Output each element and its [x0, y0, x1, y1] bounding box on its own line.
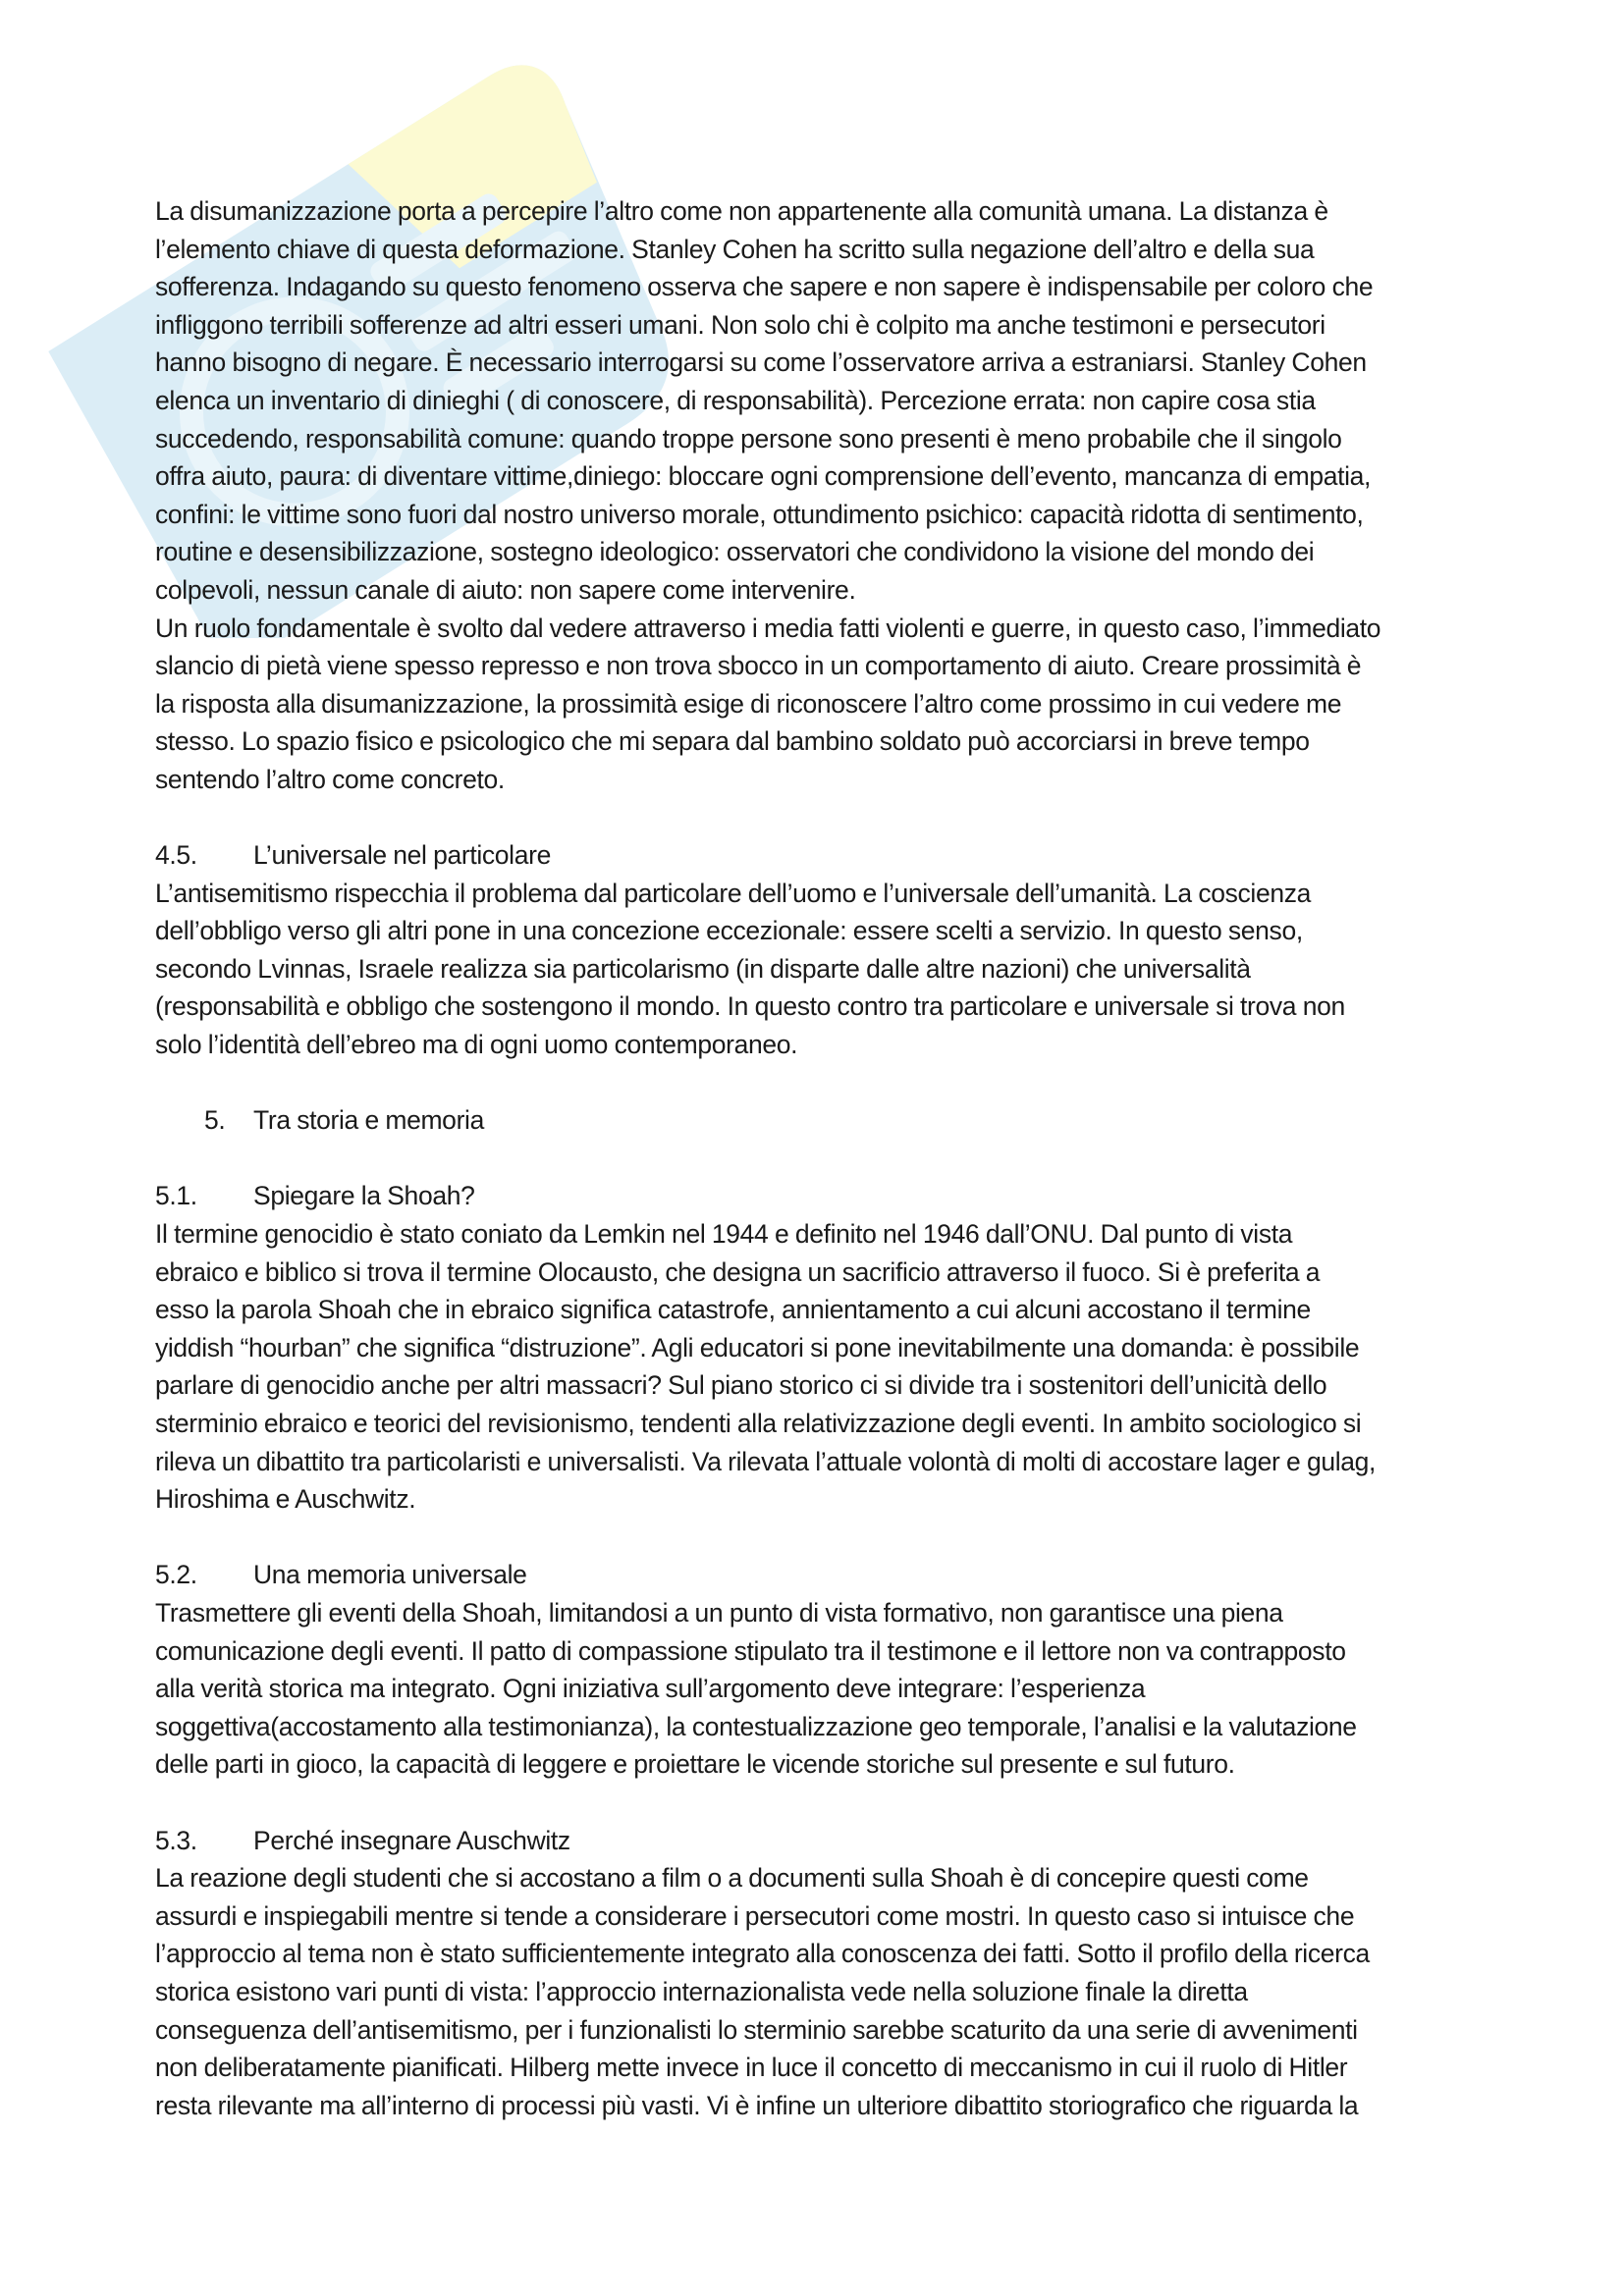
section-number: 5.2. [155, 1560, 197, 1590]
section-number: 5.1. [155, 1181, 197, 1211]
section-title: L’universale nel particolare [253, 840, 551, 871]
paragraph-media-prossimita: Un ruolo fondamentale è svolto dal vedere attraverso i media fatti violenti e guerre, in questo caso, l’immediato slancio di pietà viene spesso represso e non trova sbocco in un comportamento di aiuto. Creare prossimità è la risposta alla disumanizzazione, la prossimità esige di riconoscere l’altro come prossimo in cui vedere me stesso. Lo spazio fisico e psicologico che mi separa dal bambino soldato può accorciarsi in breve tempo sentendo l’altro come concreto. [155, 613, 1381, 794]
chapter-title: Tra storia e memoria [253, 1105, 484, 1136]
section-title: Una memoria universale [253, 1560, 527, 1590]
paragraph-spacer [155, 799, 1479, 837]
section-heading-5-2 [155, 1556, 1479, 1594]
paragraph-disumanizzazione: La disumanizzazione porta a percepire l’altro come non appartenente alla comunità umana. La distanza è l’elemento chiave di questa deformazione. Stanley Cohen ha scritto sulla negazione dell’altro e della sua sofferenza. Indagando su questo fenomeno osserva che sapere e non sapere è indispensabile per coloro che infliggono terribili sofferenze ad altri esseri umani. Non solo chi è colpito ma anche testimoni e persecutori hanno bisogno di negare. È necessario interrogarsi su come l’osservatore arriva a estraniarsi. Stanley Cohen elenca un inventario di dinieghi ( di conoscere, di responsabilità). Percezione errata: non capire cosa stia succedendo, responsabilità comune: quando troppe persone sono presenti è meno probabile che il singolo offra aiuto, paura: di diventare vittime,diniego: bloccare ogni comprensione dell’evento, mancanza di empatia, confini: le vittime sono fuori dal nostro universo morale, ottundimento psichico: capacità ridotta di sentimento, routine e desensibilizzazione, sostegno ideologico: osservatori che condividono la visione del mondo dei colpevoli, nessun canale di aiuto: non sapere come intervenire. [155, 196, 1374, 605]
section-title: Perché insegnare Auschwitz [253, 1825, 570, 1855]
paragraph-genocidio: Il termine genocidio è stato coniato da Lemkin nel 1944 e definito nel 1946 dall’ONU. Dal punto di vista ebraico e biblico si trova il termine Olocausto, che designa un sacrificio attraverso il fuoco. Si è preferita a esso la parola Shoah che in ebraico significa catastrofe, annientamento a cui alcuni accostano il termine yiddish “hourban” che significa “distruzione”. Agli educatori si pone inevitabilmente una domanda: è possibile parlare di genocidio anche per altri massacri? Sul piano storico ci si divide tra i sostenitori dell’unicità dello sterminio ebraico e teorici del revisionismo, tendenti alla relativizzazione degli eventi. In ambito sociologico si rileva un dibattito tra particolaristi e universalisti. Va rilevata l’attuale volontà di molti di accostare lager e gulag, Hiroshima e Auschwitz. [155, 1219, 1377, 1515]
paragraph-antisemitismo: L’antisemitismo rispecchia il problema dal particolare dell’uomo e l’universale dell’umanità. La coscienza dell’obbligo verso gli altri pone in una concezione eccezionale: essere scelti a servizio. In questo senso, secondo Lvinnas, Israele realizza sia particolarismo (in disparte dalle altre nazioni) che universalità (responsabilità e obbligo che sostengono il mondo. In questo contro tra particolare e universale si trova non solo l’identità dell’ebreo ma di ogni uomo contemporaneo. [155, 878, 1345, 1060]
section-heading-5-1 [155, 1177, 1479, 1215]
chapter-number: 5. [204, 1105, 226, 1136]
section-title: Spiegare la Shoah? [253, 1181, 475, 1211]
paragraph-spacer [155, 1784, 1479, 1822]
paragraph-spacer [155, 1064, 1479, 1102]
section-heading-4-5 [155, 836, 1479, 875]
paragraph-insegnare-auschwitz: La reazione degli studenti che si accostano a film o a documenti sulla Shoah è di concepire questi come assurdi e inspiegabili mentre si tende a considerare i persecutori come mostri. In questo caso si intuisce che l’approccio al tema non è stato sufficientemente integrato alla conoscenza dei fatti. Sotto il profilo della ricerca storica esistono vari punti di vista: l’approccio internazionalista vede nella soluzione finale la diretta conseguenza dell’antisemitismo, per i funzionalisti lo sterminio sarebbe scaturito da una serie di avvenimenti non deliberatamente pianificati. Hilberg mette invece in luce il concetto di meccanismo in cui il ruolo di Hitler resta rilevante ma all’interno di processi più vasti. Vi è infine un ulteriore dibattito storiografico che riguarda la [155, 1863, 1370, 2120]
paragraph-memoria-universale: Trasmettere gli eventi della Shoah, limitandosi a un punto di vista formativo, non garantisce una piena comunicazione degli eventi. Il patto di compassione stipulato tra il testimone e il lettore non va contrapposto alla verità storica ma integrato. Ogni iniziativa sull’argomento deve integrare: l’esperienza soggettiva(accostamento alla testimonianza), la contestualizzazione geo temporale, l’analisi e la valutazione delle parti in gioco, la capacità di leggere e proiettare le vicende storiche sul presente e sul futuro. [155, 1597, 1357, 1780]
paragraph-spacer [155, 1140, 1479, 1178]
chapter-heading-5 [155, 1101, 1479, 1140]
paragraph-spacer [155, 1519, 1479, 1557]
section-number: 5.3. [155, 1825, 197, 1855]
section-heading-5-3 [155, 1822, 1479, 1860]
section-number: 4.5. [155, 840, 197, 871]
document-body [155, 192, 1479, 2124]
